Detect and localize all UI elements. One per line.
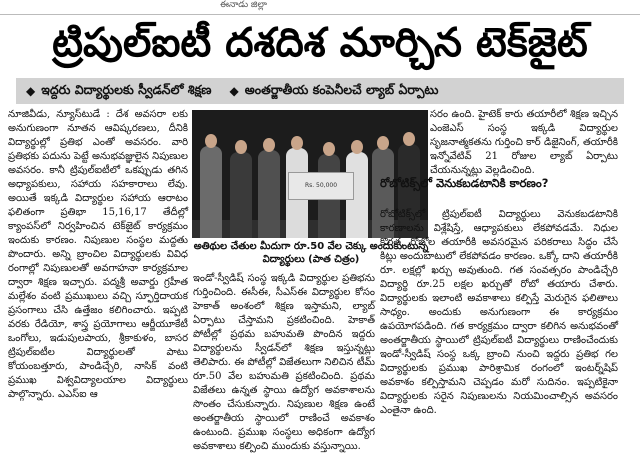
photo-person-head	[323, 142, 335, 156]
photo-person-head	[377, 136, 389, 150]
photo-person-head	[235, 140, 247, 154]
section-subhead: రోబోటిక్స్‌లో వెనుకబడటానికి కారణం?	[380, 176, 549, 190]
cheque-board: Rs. 50,000	[288, 172, 354, 200]
diamond-icon: ◆	[229, 84, 239, 98]
sub-headline-1: ఇద్దరు విద్యార్థులకు స్వీడన్‌లో శిక్షణ	[41, 81, 212, 97]
photo-person	[200, 146, 222, 238]
top-strip-label: ఈనాడు జిల్లా	[220, 0, 267, 10]
sub-headline-bar	[16, 78, 624, 104]
article-column-2-text: ఇండో-స్వీడిష్ సంస్థ ఇక్కడి విద్యార్థుల ప్రతిభను గుర్తించింది. ఈసీఈ, సీఎస్ఈ విద్యార్థుల కోసం హెకాత్ అంశంలో శిక్షణ ఇస్తామని, ల్యాబ్ ఏర్పాటు చేస్తామని ప్రకటించింది. హెకాత్ పోటీల్లో ప్రథమ బహుమతి పొందిన ఇద్దరు విద్యార్థులను స్వీడన్‌లో శిక్షణ ఇస్తున్నట్లు తెలిపారు. ఈ పోటీల్లో విజేతలుగా నిలిచిన టీమ్ రూ.50 వేల బహుమతి ప్రకటించింది. ప్రథమ విజేతలు ఉన్నత స్థాయి ఉద్యోగ అవకాశాలను సొంతం చేసుకున్నారు. నిపుణుల శిక్షణ ఉంటే అంతర్జాతీయ స్థాయిలో రాణించే అవకాశం ఉంటుంది. ప్రముఖ సంస్థలు అధికంగా ఉద్యోగ అవకాశాలు కల్పించి ముందుకు వస్తున్నాయి.	[193, 273, 375, 452]
photo-person-head	[263, 138, 275, 152]
diamond-icon: ◆	[26, 84, 36, 98]
headline: ట్రిపుల్‌ఐటీ దశదిశ మార్చిన టెక్‌జైట్	[52, 20, 588, 66]
article-column-3-top	[430, 108, 618, 174]
photo-person-head	[291, 136, 303, 150]
photo-person-head	[205, 134, 217, 148]
photo-person-head	[403, 132, 415, 146]
photo-person-head	[351, 140, 363, 154]
article-column-2	[193, 272, 375, 452]
photo-caption: అతిథుల చేతుల మీదుగా రూ.50 వేల చెక్కు అందుకుంటున్న విద్యార్థులు (పాత చిత్రం)	[193, 241, 429, 265]
article-column-3-text: రోబోటిక్స్‌లో ట్రిపుల్‌ఐటీ విద్యార్థులు వెనుకబడటానికి కారణాలను విశ్లేషిస్తే, ఆధ్యాపకులు లేకపోవడమే. నిధుల కొరత, రోబోల తయారీకి అవసరమైన పరికరాలు సిద్ధం చేసే కిట్లు అందుబాటులో లేకపోవడం కారణం. ఒక్కో దాని తయారీకి రూ. లక్షల్లో ఖర్చు అవుతుంది. గత సంవత్సరం పాండిచ్చేరి విద్యార్థి రూ.25 లక్షల ఖర్చుతో రోబో తయారు చేశారు. విద్యార్థులకు ఇలాంటి అవకాశాలు కల్పిస్తే మెరుగైన ఫలితాలు సాధ్యం. అందుకు అనుగుణంగా ఈ కార్యక్రమం ఉపయోగపడింది. గత కార్యక్రమం ద్వారా కలిగిన అనుభవంతో అంతర్జాతీయ స్థాయిలో ట్రిపుల్‌ఐటీ విద్యార్థులు రాణించేందుకు ఇండో-స్వీడిష్ సంస్థ ఒక్క బ్రాంచి నుంచి ఇద్దరు ప్రతిభ గల విద్యార్థులకు ప్రముఖ పారిశ్రామిక రంగంలో ఇంటర్న్‌షిప్ అవకాశం కల్పిస్తామని చెప్పడం మరో సుదినం. ఇప్పటికైనా విద్యార్థులకు సరైన నిపుణులను నియమించాల్సిన అవసరం ఎంతైనా ఉంది.	[380, 209, 618, 416]
photo-person	[258, 150, 280, 238]
sub-headline-2: అంతర్జాతీయ కంపెనీలచే ల్యాబ్ ఏర్పాటు	[244, 81, 439, 97]
article-column-3	[380, 208, 618, 428]
photo-person	[230, 152, 252, 238]
article-column-3-top-text: సరం ఉంది. హైటెక్ కారు తయారీలో శిక్షణ ఇచ్చిన ఎంజెఎస్ సంస్థ ఇక్కడి విద్యార్థుల సృజనాత్మకతను గుర్తించి కార్ డిజైనింగ్, తయారీకి ఇన్నోవేటివ్ 21 రోజుల ల్యాబ్ ఏర్పాటు చేయనున్నట్లు వెల్లడించింది.	[430, 109, 618, 176]
article-column-1-text: నూజివీడు, న్యూస్‌టుడే : దేశ అవసరా లకు అనుగుణంగా నూతన ఆవిష్కరణలు, దీనికి విద్యార్థుల్లో ప్రతిభ ఎంతో అవసరం. వారి ప్రతిభకు పదును పెట్టే అనుభవజ్ఞులైన నిపుణుల అవసరం. కానీ ట్రిపుల్‌ఐటీలో ఒకప్పుడు తగిన అధ్యాపకులు, సహాయ సహకారాలు లేవు. అయితే ఇక్కడి విద్యార్థుల సహాయ ఆరాటం ఫలితంగా ప్రతిభా 15,16,17 తేదీల్లో క్యాంపస్‌లో నిర్వహించిన టెక్‌జైట్ కార్యక్రమం ఇందుకు కారణం. నిపుణుల సంస్థల మద్దతు పొందారు. అన్ని బ్రాంచిల విద్యార్థులకు వివిధ రంగాల్లో నిపుణులతో అవగాహనా కార్యక్రమాల ద్వారా శిక్షణ ఇచ్చారు. పద్మశ్రీ అవార్డు గ్రహీత మల్లేశం వంటి ప్రముఖులు వచ్చి స్ఫూర్తిదాయక ప్రసంగాలు చేసి ఉత్తేజం కలిగించారు. ఇప్పటి వరకు రేడియో, శాస్త్ర ప్రయోగాలు ఆర్జీయూకేటీ ఒంగోలు, ఇడుపులపాయ, శ్రీకాకుళం, బాసర ట్రిపుల్‌ఐటీల విద్యార్థులతో పాటు కోయంబత్తూరు, పాండిచ్చేరి, నాసిక్ వంటి ప్రముఖ విశ్వవిద్యాలయాల విద్యార్థులు పాల్గొన్నారు. ఎఎస్ఐ ఆ	[8, 109, 188, 400]
article-column-1	[8, 108, 188, 428]
